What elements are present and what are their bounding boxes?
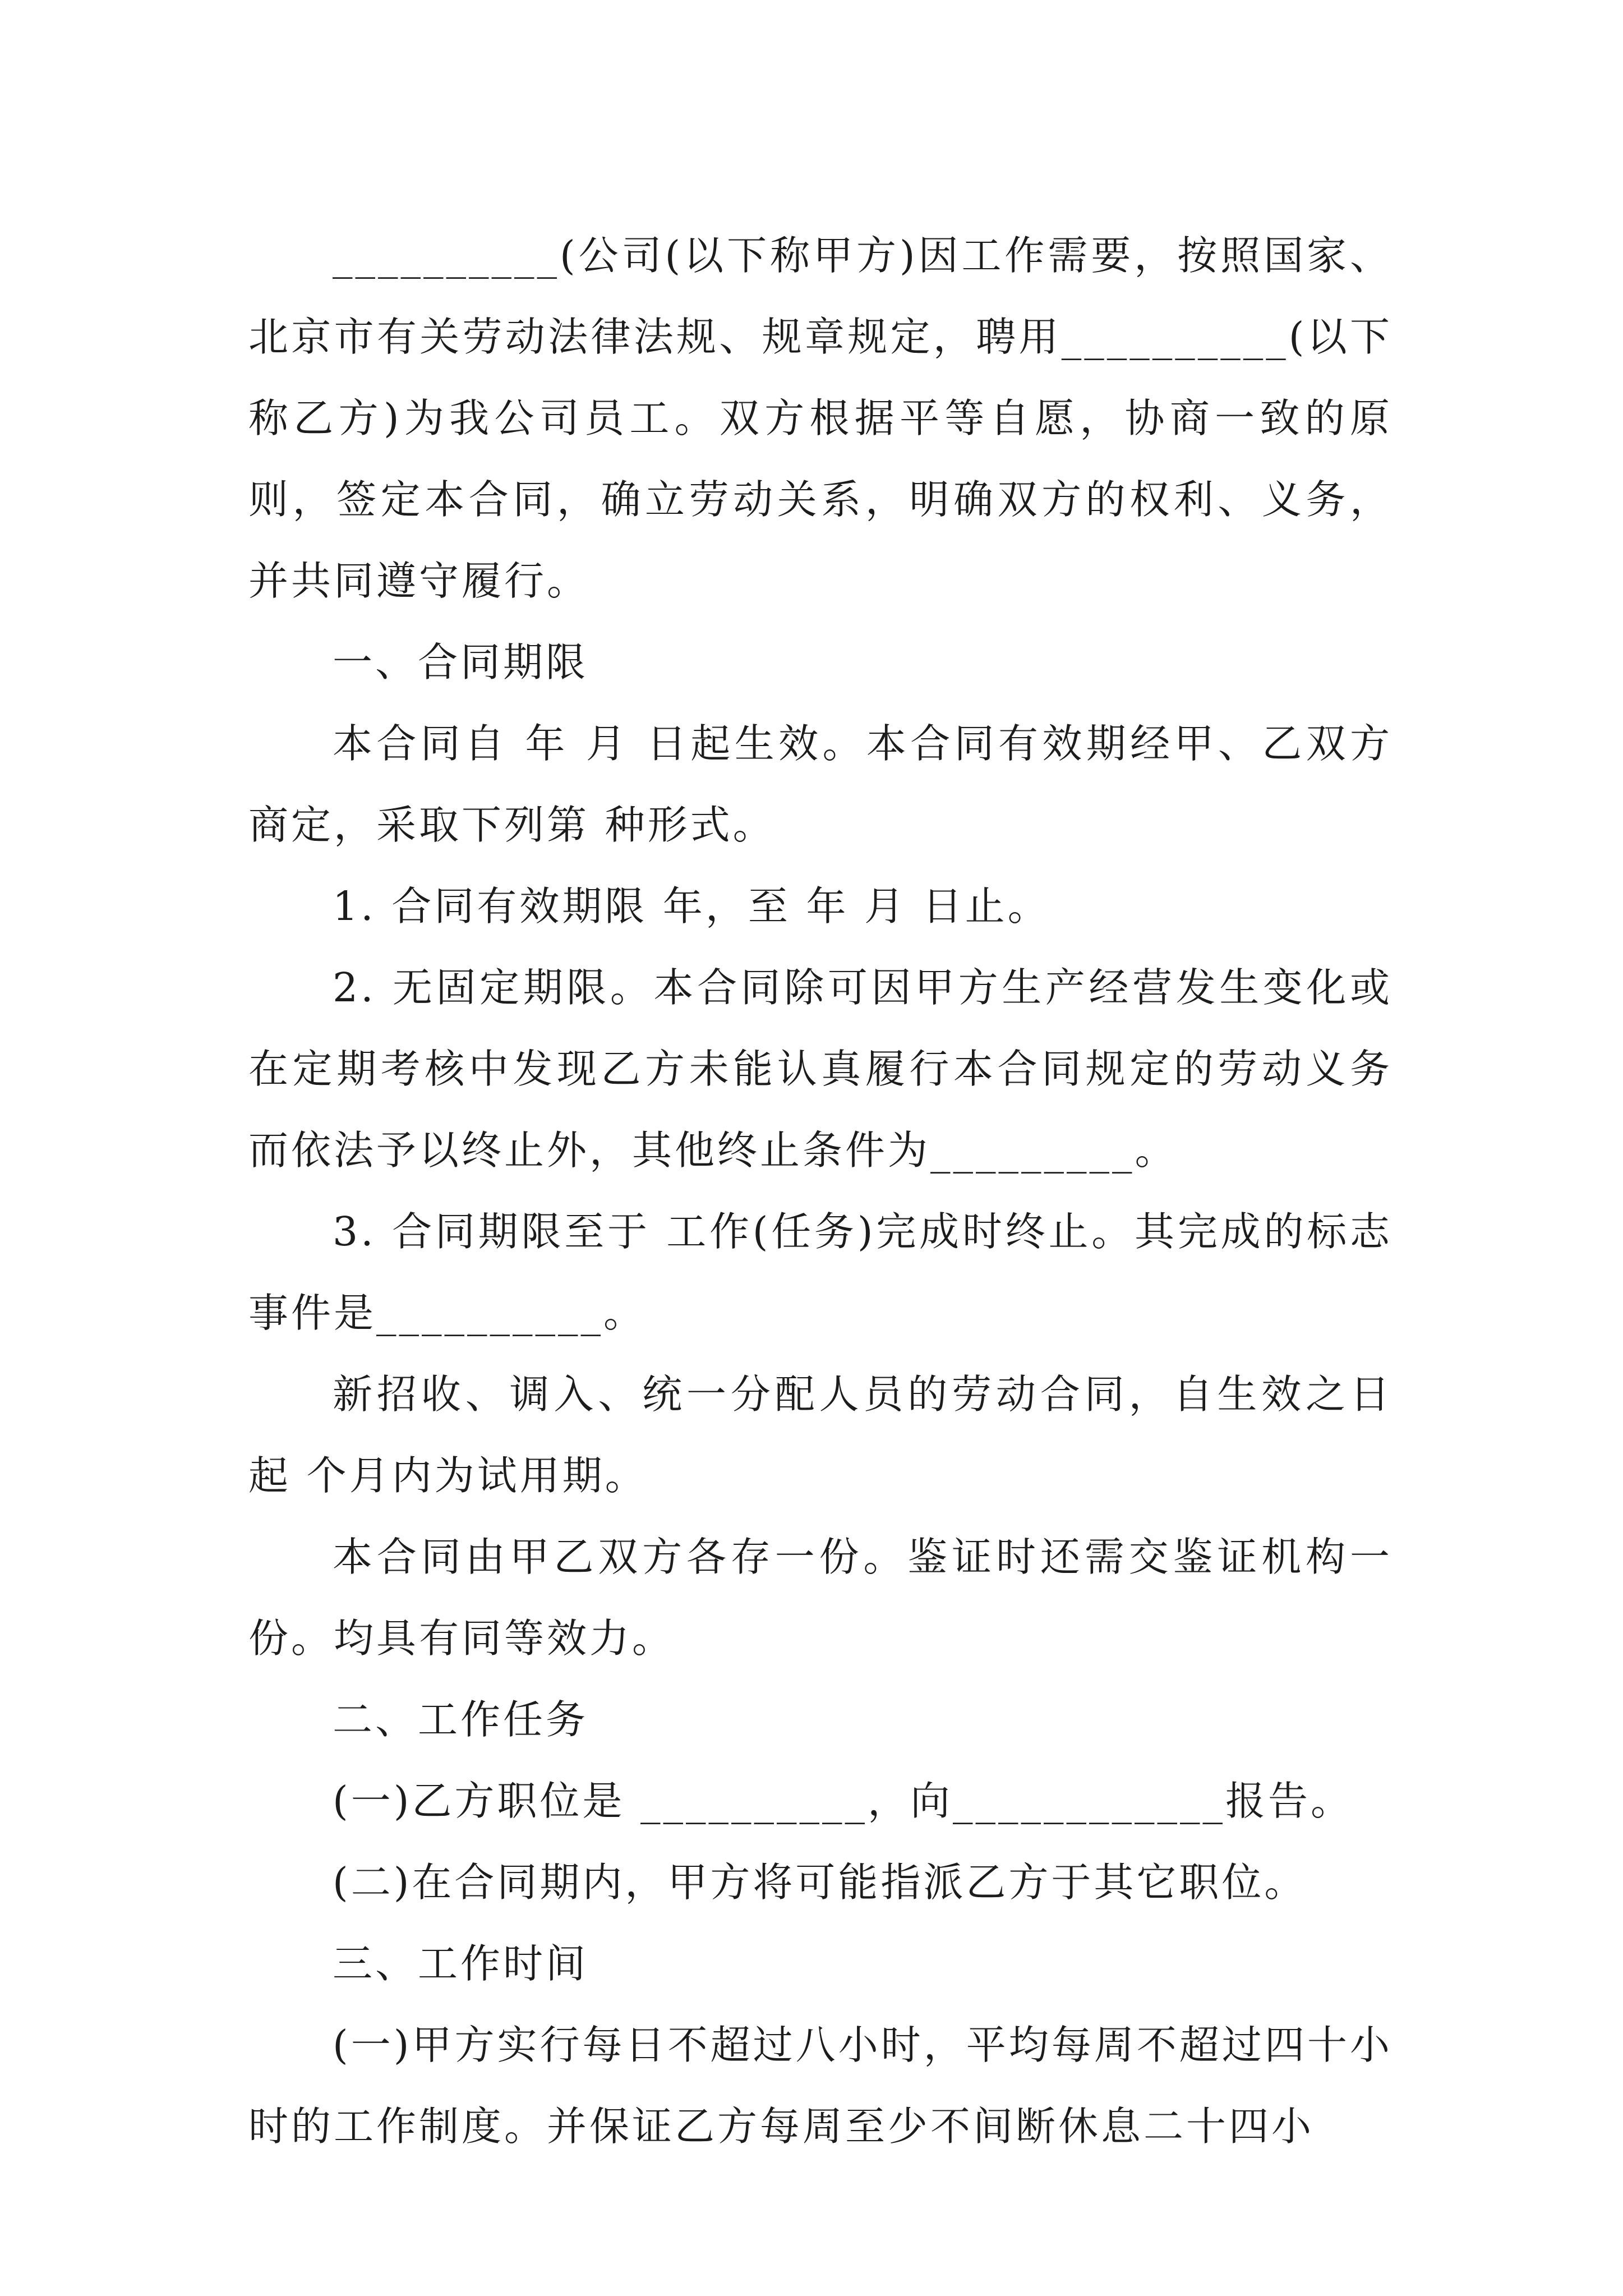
reassignment-paragraph: (二)在合同期内，甲方将可能指派乙方于其它职位。 <box>333 1859 1307 1906</box>
effective-date-paragraph: 本合同自 年 月 日起生效。本合同有效期经甲、乙双方商定，采取下列第 种形式。 <box>248 720 1393 848</box>
section-heading-contract-term: 一、合同期限 <box>333 639 589 685</box>
section-heading-working-hours: 三、工作时间 <box>333 1940 589 1987</box>
working-hours-paragraph: (一)甲方实行每日不超过八小时，平均每周不超过四十小时的工作制度。并保证乙方每周至少不间断休息二十四小 <box>248 2022 1393 2150</box>
term-option-3: 3. 合同期限至于 工作(任务)完成时终止。其完成的标志事件是__________。 <box>248 1208 1393 1336</box>
section-heading-job-duties: 二、工作任务 <box>333 1696 589 1743</box>
document-body <box>248 215 1393 2167</box>
term-option-2: 2. 无固定期限。本合同除可因甲方生产经营发生变化或在定期考核中发现乙方未能认真履行本合同规定的劳动义务而依法予以终止外，其他终止条件为_________。 <box>248 964 1393 1174</box>
term-option-1: 1. 合同有效期限 年，至 年 月 日止。 <box>333 883 1050 930</box>
copies-paragraph: 本合同由甲乙双方各存一份。鉴证时还需交鉴证机构一份。均具有同等效力。 <box>248 1534 1393 1662</box>
job-position-paragraph: (一)乙方职位是 __________，向____________报告。 <box>333 1778 1353 1824</box>
preamble-paragraph: __________(公司(以下称甲方)因工作需要，按照国家、北京市有关劳动法律法规、规章规定，聘用__________(以下称乙方)为我公司员工。双方根据平等自愿，协商一致的原则，签定本合同，确立劳动关系，明确双方的权利、义务，并共同遵守履行。 <box>248 232 1393 604</box>
probation-paragraph: 新招收、调入、统一分配人员的劳动合同，自生效之日起 个月内为试用期。 <box>248 1371 1393 1499</box>
